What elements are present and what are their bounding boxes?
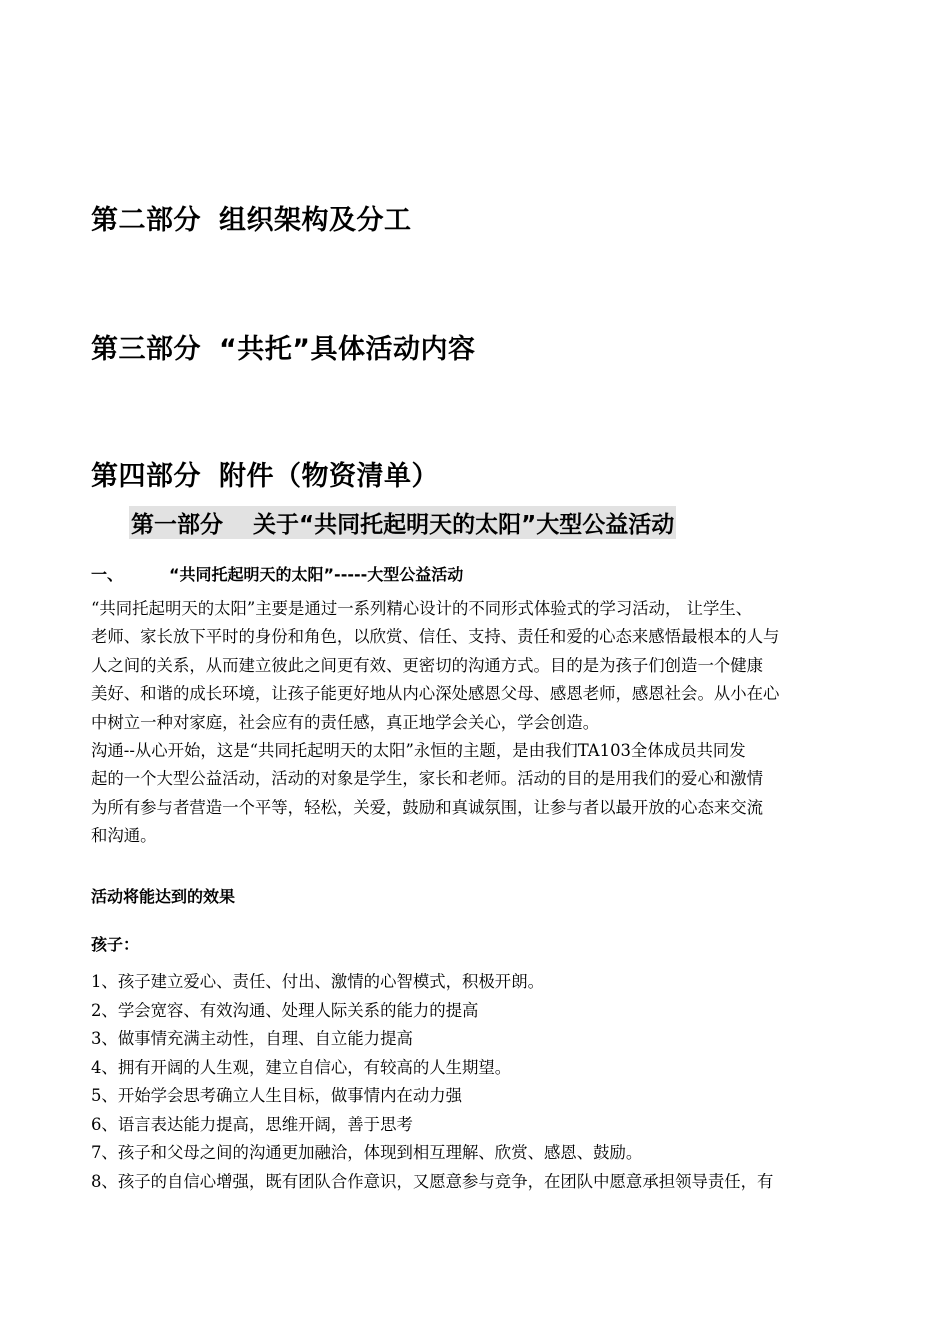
title-number: 第一部分 [131, 512, 223, 538]
section-number: 一、 [91, 565, 124, 584]
heading-part-two [91, 198, 412, 237]
heading-part-four [91, 454, 439, 493]
heading-text: “共托”具体活动内容 [219, 334, 476, 365]
list-item: 6、语言表达能力提高，思维开阔，善于思考 [91, 1114, 413, 1134]
list-item: 3、做事情充满主动性，自理、自立能力提高 [91, 1029, 413, 1048]
paragraph-line: 美好、和谐的成长环境，让孩子能更好地从内心深处感恩父母、感恩老师，感恩社会。从小在心 [91, 684, 780, 704]
children-effects-list [91, 968, 891, 1196]
paragraph-line: 为所有参与者营造一个平等，轻松，关爱，鼓励和真诚氛围，让参与者以最开放的心态来交流 [91, 797, 764, 817]
paragraph-line: 老师、家长放下平时的身份和角色，以欣赏、信任、支持、责任和爱的心态来感悟最根本的人与 [91, 627, 780, 647]
paragraph-line: 和沟通。 [91, 826, 157, 846]
title-text: 关于“共同托起明天的太阳”大型公益活动 [253, 512, 675, 538]
paragraph-line: “共同托起明天的太阳”主要是通过一系列精心设计的不同形式体验式的学习活动， 让学生、 [91, 599, 753, 618]
children-label: 孩子： [91, 935, 140, 954]
effects-label: 活动将能达到的效果 [91, 887, 236, 906]
paragraph-line: 沟通--从心开始，这是“共同托起明天的太阳”永恒的主题，是由我们TA103全体成员共同发 [91, 741, 746, 761]
list-item: 2、学会宽容、有效沟通、处理人际关系的能力的提高 [91, 1000, 479, 1020]
paragraph-line: 人之间的关系，从而建立彼此之间更有效、更密切的沟通方式。目的是为孩子们创造一个健康 [91, 655, 764, 675]
heading-text: 组织架构及分工 [219, 205, 412, 236]
list-item: 1、孩子建立爱心、责任、付出、激情的心智模式，积极开朗。 [91, 972, 544, 991]
heading-number: 第四部分 [91, 461, 201, 492]
section-text: “共同托起明天的太阳”-----大型公益活动 [169, 565, 464, 584]
list-item: 4、拥有开阔的人生观，建立自信心，有较高的人生期望。 [91, 1057, 512, 1077]
heading-part-three [91, 327, 476, 366]
list-item: 5、开始学会思考确立人生目标，做事情内在动力强 [91, 1086, 463, 1105]
heading-number: 第三部分 [91, 334, 201, 365]
document-title [129, 506, 676, 539]
section-heading [91, 562, 463, 585]
paragraph-line: 中树立一种对家庭，社会应有的责任感，真正地学会关心，学会创造。 [91, 712, 600, 732]
heading-text: 附件（物资清单） [219, 461, 439, 492]
heading-number: 第二部分 [91, 205, 201, 236]
list-item: 8、孩子的自信心增强，既有团队合作意识，又愿意参与竞争，在团队中愿意承担领导责任，有 [91, 1171, 774, 1191]
intro-paragraph [91, 595, 891, 851]
paragraph-line: 起的一个大型公益活动，活动的对象是学生，家长和老师。活动的目的是用我们的爱心和激情 [91, 769, 764, 789]
list-item: 7、孩子和父母之间的沟通更加融洽，体现到相互理解、欣赏、感恩、鼓励。 [91, 1143, 643, 1162]
